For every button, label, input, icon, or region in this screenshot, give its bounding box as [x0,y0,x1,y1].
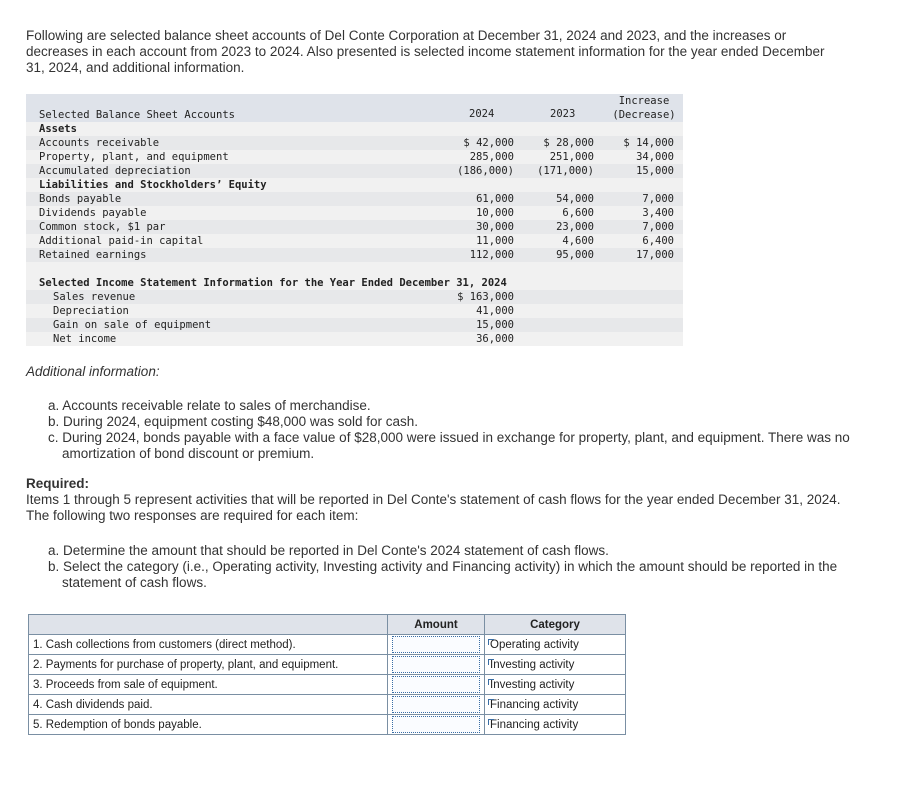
value-2023: 54,000 [556,193,594,205]
row-label: Retained earnings [39,249,147,261]
value-2023: 251,000 [549,151,594,163]
income-value: 41,000 [476,305,514,317]
income-heading: Selected Income Statement Information for the Year Ended December 31, 2024 [39,277,507,289]
table-row [26,164,683,178]
table-row [26,332,683,346]
income-value: 15,000 [476,319,514,331]
category-cell [485,655,626,675]
category-cell [485,635,626,655]
amount-input[interactable] [392,676,480,693]
amount-input[interactable] [392,656,480,673]
item-label: 1. Cash collections from customers (direct method). [29,635,388,655]
header-2023: 2023 [550,108,576,120]
answer-table [28,614,626,735]
list-item: b. During 2024, equipment costing $48,000 was sold for cash. [48,414,418,429]
table-row [26,150,683,164]
value-2024: 112,000 [469,249,514,261]
table-row [29,635,626,655]
amount-cell [388,635,485,655]
value-change: 7,000 [642,193,674,205]
table-row [26,192,683,206]
value-2024: 11,000 [476,235,514,247]
value-2023: (171,000) [537,165,594,177]
value-2024: (186,000) [457,165,514,177]
value-2024: 285,000 [469,151,514,163]
balance-sheet-table [26,94,683,346]
amount-input[interactable] [392,636,480,653]
item-label: 5. Redemption of bonds payable. [29,715,388,735]
amount-cell [388,655,485,675]
amount-input[interactable] [392,696,480,713]
amount-cell [388,715,485,735]
table-row [29,715,626,735]
table-row [26,220,683,234]
required-text: Items 1 through 5 represent activities that will be reported in Del Conte's statement of cash flows for the year ended December 31, 2024. The following two responses are required for each item: [26,492,841,523]
category-select[interactable]: Financing activity [488,719,622,731]
additional-info-list [48,398,858,462]
value-2023: $ 28,000 [543,137,594,149]
item-label: 3. Proceeds from sale of equipment. [29,675,388,695]
row-label: Accumulated depreciation [39,165,191,177]
value-2023: 4,600 [562,235,594,247]
row-label: Common stock, $1 par [39,221,166,233]
category-select[interactable]: Investing activity [488,659,622,671]
required-list [48,543,858,591]
value-change: 7,000 [642,221,674,233]
header-title: Selected Balance Sheet Accounts [39,109,235,121]
category-select[interactable]: Operating activity [488,639,622,651]
amount-input[interactable] [392,716,480,733]
table-row [26,318,683,332]
table-row [26,234,683,248]
table-row [29,675,626,695]
row-label: Gain on sale of equipment [53,319,212,331]
value-2024: 10,000 [476,207,514,219]
liabilities-heading-row [26,178,683,192]
value-change: 15,000 [636,165,674,177]
value-2024: 61,000 [476,193,514,205]
table-row [26,206,683,220]
value-2023: 23,000 [556,221,594,233]
required-heading: Required: [26,476,90,491]
table-row [26,290,683,304]
table-row [29,655,626,675]
header-blank-cell [29,615,388,635]
income-heading-row [26,276,683,290]
value-2023: 6,600 [562,207,594,219]
header-row [26,108,683,122]
header-change-line2: (Decrease) [612,109,676,121]
row-label: Bonds payable [39,193,122,205]
value-change: 3,400 [642,207,674,219]
header-category: Category [485,615,626,635]
assets-heading-row [26,122,683,136]
header-change [611,94,677,122]
income-value: $ 163,000 [457,291,514,303]
table-row [26,136,683,150]
list-item: b. Select the category (i.e., Operating activity, Investing activity and Financing activity) in which the amount should be reported in the statement of cash flows. [48,559,838,590]
category-cell [485,675,626,695]
additional-info-heading: Additional information: [26,364,160,379]
header-change-line1: Increase [618,95,670,107]
item-label: 2. Payments for purchase of property, plant, and equipment. [29,655,388,675]
row-label: Sales revenue [53,291,136,303]
answer-table-header [29,615,626,635]
liabilities-heading: Liabilities and Stockholders’ Equity [39,179,267,191]
income-value: 36,000 [476,333,514,345]
row-label: Additional paid-in capital [39,235,204,247]
row-label: Depreciation [53,305,129,317]
value-2024: 30,000 [476,221,514,233]
value-2024: $ 42,000 [463,137,514,149]
intro-paragraph: Following are selected balance sheet accounts of Del Conte Corporation at December 31, 2024 and 2023, and the increases or decreases in each account from 2023 to 2024. Also presented is selected income statement information for the year ended December 31, 2024, and additional information. [26,28,825,75]
amount-cell [388,675,485,695]
value-change: 6,400 [642,235,674,247]
category-cell [485,715,626,735]
table-row [29,695,626,715]
row-label: Dividends payable [39,207,147,219]
table-row [26,248,683,262]
value-change: $ 14,000 [623,137,674,149]
row-label: Accounts receivable [39,137,160,149]
row-label: Property, plant, and equipment [39,151,229,163]
assets-heading: Assets [39,123,77,135]
table-row [26,304,683,318]
header-2024: 2024 [469,108,495,120]
category-select[interactable]: Investing activity [488,679,622,691]
list-item: a. Determine the amount that should be reported in Del Conte's 2024 statement of cash flows. [48,543,609,558]
header-amount: Amount [388,615,485,635]
amount-cell [388,695,485,715]
list-item: a. Accounts receivable relate to sales of merchandise. [48,398,371,413]
value-change: 17,000 [636,249,674,261]
list-item: c. During 2024, bonds payable with a face value of $28,000 were issued in exchange for property, plant, and equipment. There was no amortization of bond discount or premium. [48,430,850,461]
item-label: 4. Cash dividends paid. [29,695,388,715]
value-2023: 95,000 [556,249,594,261]
value-change: 34,000 [636,151,674,163]
category-cell [485,695,626,715]
category-select[interactable]: Financing activity [488,699,622,711]
row-label: Net income [53,333,117,345]
